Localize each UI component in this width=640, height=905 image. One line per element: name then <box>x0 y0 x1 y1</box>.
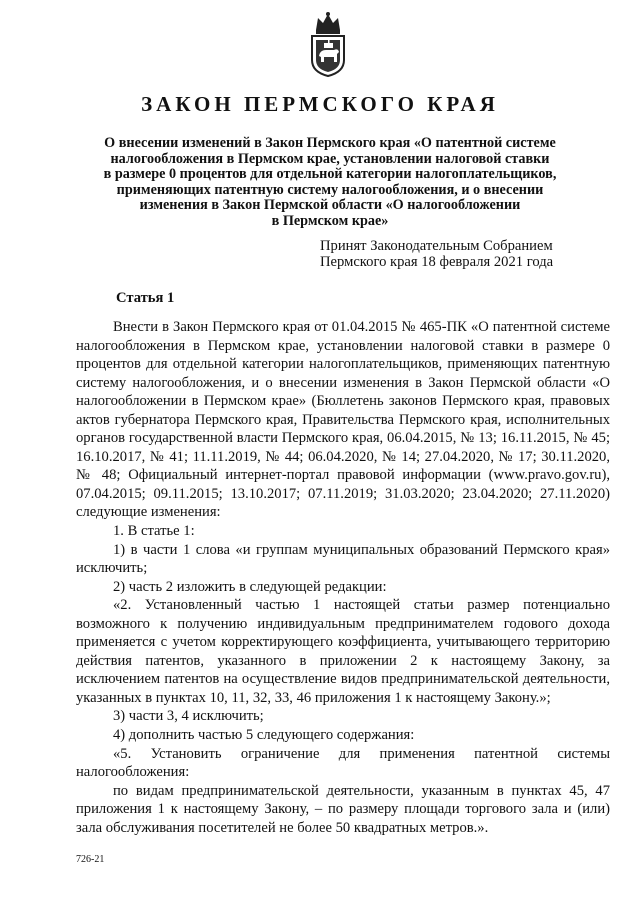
footer-code: 726-21 <box>76 854 105 865</box>
adoption-line: Принят Законодательным Собранием <box>320 238 553 254</box>
paragraph: Внести в Закон Пермского края от 01.04.2015 № 465-ПК «О патентной системе налогообложения в Пермском крае, установлении налоговой ставки в размере 0 процентов для отдельной категории налогоплательщиков, применяющих патентную систему налогообложения, и о внесении изменения в Закон Пермской области «О налогообложении в Пермском крае» (Бюллетень законов Пермского края, правовых актов губернатора Пермского края, Правительства Пермского края, исполнительных органов государственной власти Пермского края, 06.04.2015, № 13; 16.11.2015, № 45; 16.10.2017, № 41; 11.11.2019, № 44; 06.04.2020, № 14; 27.04.2020, № 17; 30.11.2020, № 48; Официальный интернет-портал правовой информации (www.pravo.gov.ru), 07.04.2015; 09.11.2015; 13.10.2017; 07.11.2019; 31.03.2020; 23.04.2020; 27.11.2020) следующие изменения: <box>76 319 610 521</box>
paragraph: 3) части 3, 4 исключить; <box>113 708 264 725</box>
adoption-line: Пермского края 18 февраля 2021 года <box>320 254 554 270</box>
paragraph: «2. Установленный частью 1 настоящей статьи размер потенциально возможного к получению индивидуальным предпринимателем годового дохода применяется с учетом корректирующего коэффициента, учитывающего территорию действия патентов, указанного в приложении 2 к настоящему Закону, за исключением патентов на осуществление видов предпринимательской деятельности, указанных в пунктах 10, 11, 32, 33, 46 приложения 1 к настоящему Закону.»; <box>76 597 610 706</box>
adoption-note <box>320 238 580 270</box>
paragraph: 2) часть 2 изложить в следующей редакции: <box>113 578 387 595</box>
paragraph: 1. В статье 1: <box>113 523 195 540</box>
paragraph: «5. Установить ограничение для применения патентной системы налогообложения: <box>76 745 610 781</box>
article-heading: Статья 1 <box>116 290 175 306</box>
paragraph: 1) в части 1 слова «и группам муниципальных образований Пермского края» исключить; <box>76 541 610 577</box>
subtitle-line: налогообложения в Пермском крае, установлении налоговой ставки <box>110 150 550 167</box>
perm-coat-of-arms-icon <box>304 10 352 78</box>
paragraph: по видам предпринимательской деятельности, указанным в пунктах 45, 47 приложения 1 к настоящему Закону, – по размеру площади торгового зала и (или) зала обслуживания посетителей не более 50 квадратных метров.». <box>76 782 610 836</box>
subtitle-line: применяющих патентную систему налогообложения, и о внесении <box>116 181 544 198</box>
document-subtitle <box>92 136 568 229</box>
article-body <box>76 318 610 837</box>
paragraph: 4) дополнить частью 5 следующего содержания: <box>113 727 415 744</box>
document-title: ЗАКОН ПЕРМСКОГО КРАЯ <box>141 92 499 116</box>
subtitle-line: в Пермском крае» <box>271 212 389 229</box>
subtitle-line: изменения в Закон Пермской области «О налогообложении <box>139 197 521 213</box>
subtitle-line: О внесении изменений в Закон Пермского края «О патентной системе <box>104 135 556 151</box>
subtitle-line: в размере 0 процентов для отдельной категории налогоплательщиков, <box>103 166 557 182</box>
